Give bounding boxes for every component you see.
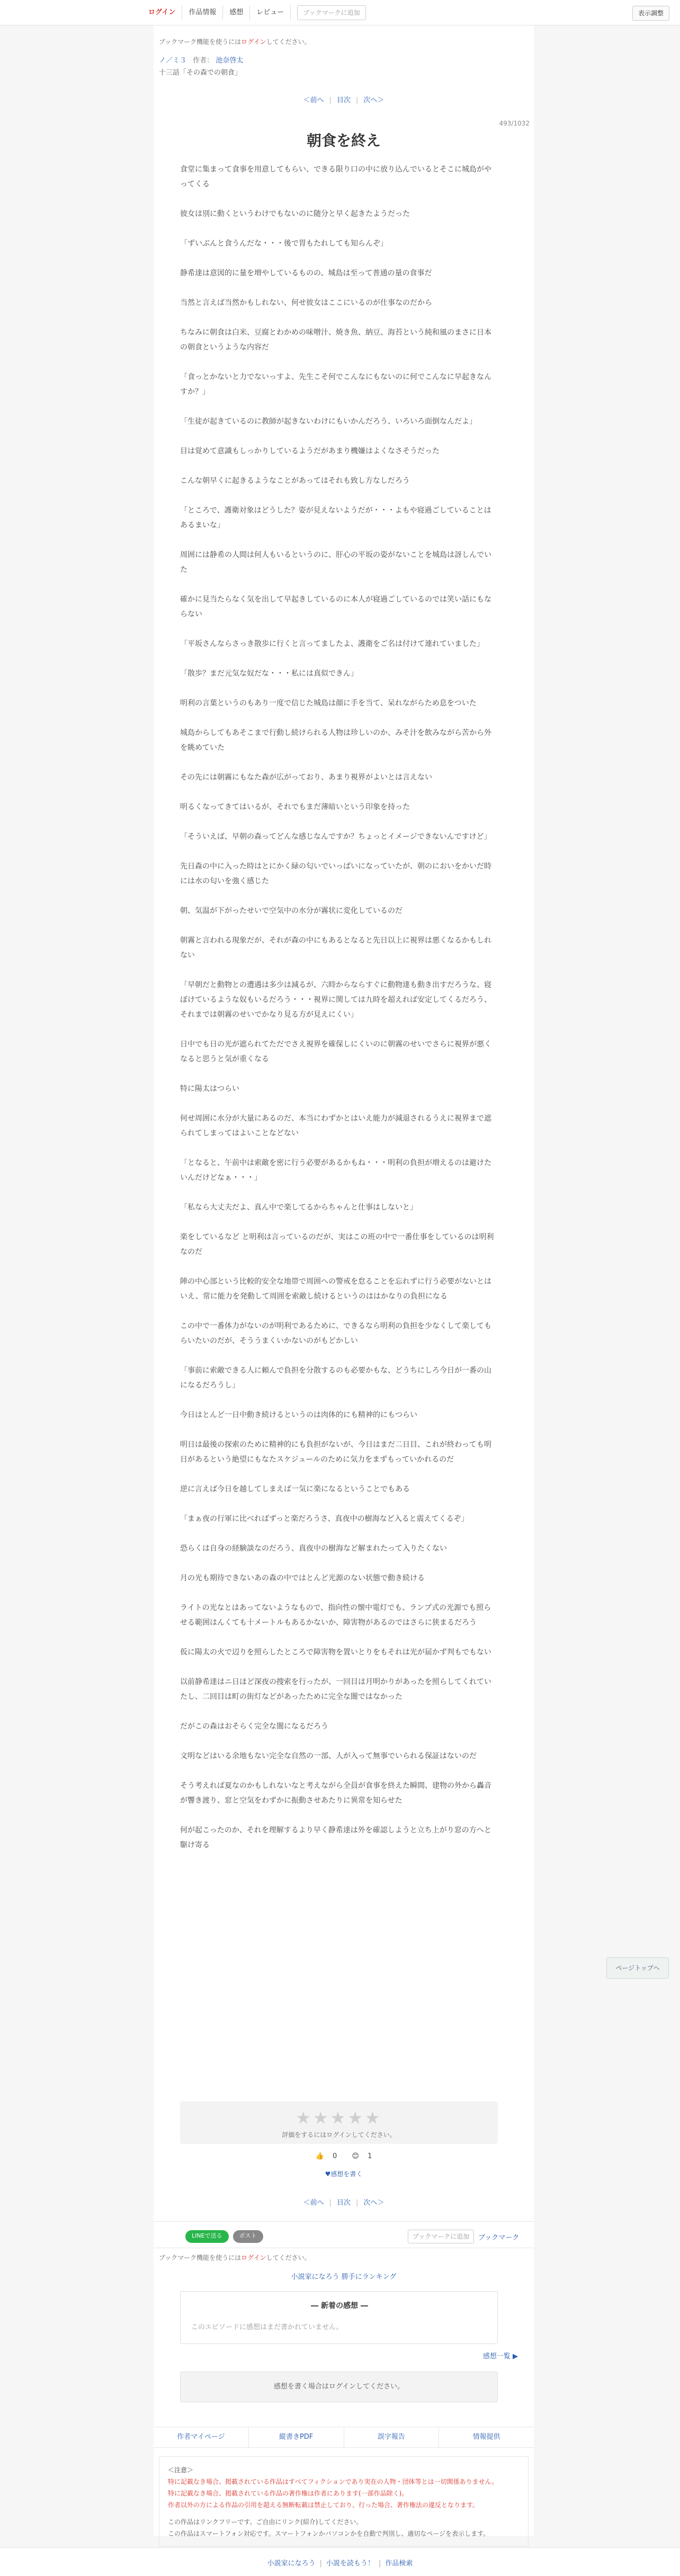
chapter-title: 十三話「その森での朝食」 [159, 69, 242, 77]
bookmark-add-button[interactable]: ブックマークに追加 [408, 2230, 474, 2243]
body-paragraph: 仮に陽太の火で辺りを照らしたところで障害物を置いとりをもそれは光が届かず判もでもない [180, 1648, 491, 1657]
body-paragraph: その先には朝霧にもなた森が広がっており、あまり視界がよいとは言えない [180, 773, 432, 782]
review-login-box: 感想を書く場合はログインしてください。 [180, 2372, 498, 2402]
novel-body [180, 162, 498, 1867]
page-top-button[interactable]: ページトップへ [606, 1957, 669, 1979]
next-link-bottom[interactable]: 次へ＞ [363, 2199, 384, 2207]
body-paragraph: 今日はとんど一日中動き続けるというのは肉体的にも精神的にもつらい [180, 1411, 417, 1419]
new-reviews-box [180, 2291, 498, 2344]
body-paragraph: 「ずいぶんと食うんだな・・・後で胃もたれしても知らんぞ」 [180, 239, 388, 248]
body-paragraph: 朝、気温が下がったせいで空気中の水分が霧状に変化しているのだ [180, 907, 402, 915]
body-paragraph: こんな朝早くに起きるようなことがあってはそれも致し方なしだろう [180, 477, 410, 485]
pager-bottom: ＜前へ | 目次 | 次へ＞ [303, 2199, 384, 2207]
nav-info[interactable]: 作品情報 [182, 5, 223, 20]
body-paragraph: 城島からしてもあそこまで行動し続けられる人物は珍しいのか、みそ汁を飲みながら苦から外を眺めていた [180, 729, 491, 752]
body-paragraph: 特に陽太はつらい [180, 1085, 239, 1093]
body-paragraph: 朝霧と言われる現象だが、それが森の中にもあるとなると先日以上に視界は悪くなるかもしれない [180, 936, 491, 960]
rating-box [180, 2101, 498, 2144]
bookmark-area [408, 2230, 519, 2243]
body-paragraph: 「散歩？まだ元気な奴だな・・・私には真似できん」 [180, 669, 358, 678]
series-title-link[interactable]: ノ／ミ３ [159, 57, 187, 65]
body-paragraph: だがこの森はおそらく完全な闇になるだろう [180, 1722, 328, 1731]
episode-title: 朝食を終え [306, 132, 381, 149]
top-bar [0, 0, 680, 25]
body-paragraph: 周囲には静希の人間は何人もいるというのに、肝心の平坂の姿がないことを城島は訝しんでいた [180, 551, 491, 574]
x-post-button[interactable]: ポスト [233, 2230, 263, 2243]
body-paragraph: 「ところで、護衛対象はどうした？姿が見えないようだが・・・よもや寝過ごしていることはあるまいな」 [180, 506, 491, 530]
bookmark-notice-bottom: ブックマーク機能を使うにはログインしてください。 [159, 2254, 311, 2261]
nav-review[interactable]: 感想 [223, 5, 250, 20]
body-paragraph: そう考えれば夏なのかもしれないなと考えながら全員が食事を終えた瞬間、建物の外から轟音が響き渡り、窓と空気をわずかに振動させあたりに異常を知らせた [180, 1782, 491, 1805]
divider [154, 2221, 534, 2222]
body-paragraph: 明日は最後の探索のために精神的にも負担がないが、今日はまだ二日目、これが終わっても明日があるという絶望にもなたスケジュールのために気力をまずもっていかれるのだ [180, 1441, 491, 1464]
page-number: 493/1032 [499, 120, 530, 127]
pager-top: ＜前へ | 目次 | 次へ＞ [303, 96, 384, 104]
new-reviews-heading: ― 新着の感想 ― [311, 2302, 368, 2310]
series-info [159, 55, 243, 67]
body-paragraph: 逆に言えば今日を越してしまえば一気に楽になるということでもある [180, 1485, 410, 1493]
body-paragraph: 楽をしているなど と明利は言っているのだが、実はこの班の中で一番仕事をしているのは明利なのだ [180, 1233, 494, 1256]
main-content [154, 25, 534, 2536]
body-paragraph: 「食っとかないと力でないっすよ、先生こそ何でこんなにもないのに何でこんなに早起きなんすか？」 [180, 373, 491, 396]
author-label: 作者： [193, 57, 214, 65]
prev-link[interactable]: ＜前へ [303, 96, 324, 104]
notice-login-link[interactable]: ログイン [241, 38, 266, 46]
caution-note: この作品はスマートフォン対応です。スマートフォンかパソコンかを自動で判別し、適切なページを表示します。 [168, 2530, 490, 2537]
body-paragraph: 陣の中心部という比較的安全な地帯で周囲への警戒を怠ることを忘れずに行う必要がないとはいえ、常に能力を発動して周囲を索敵し続けるというのははかなりの負担になる [180, 1277, 491, 1301]
body-paragraph: 確かに見当たらなく気を出して早起きしているのに本人が寝過ごしているのでは笑い話にもならない [180, 595, 491, 619]
body-paragraph: 文明などはいる余地もない完全な自然の一部、人が入って無事でいられる保証はないのだ [180, 1752, 477, 1760]
review-list-link[interactable]: 感想一覧 ▶ [482, 2353, 518, 2360]
body-paragraph: 「となると、午前中は索敵を密に行う必要があるかもね・・・明利の負担が増えるのは避けたいんだけどなぁ・・・」 [180, 1159, 491, 1182]
thumbs-up-icon: 👍 [315, 2152, 324, 2160]
next-link[interactable]: 次へ＞ [363, 96, 384, 104]
typo-report-link[interactable]: 誤字報告 [344, 2427, 440, 2447]
body-paragraph: 「まぁ夜の行軍に比べればずっと楽だろうさ、真夜中の樹海など入ると震えてくるぞ」 [180, 1515, 469, 1523]
footer-link-search[interactable]: 作品検索 [385, 2560, 413, 2568]
login-link[interactable]: ログイン [142, 5, 182, 20]
body-paragraph: 当然と言えば当然かもしれない、何せ彼女はここにいるのが仕事なのだから [180, 299, 432, 307]
body-paragraph: 「そういえば、早朝の森ってどんな感じなんですか？ちょっとイメージできないんですけど」 [180, 833, 491, 841]
caution-note: この作品はリンクフリーです。ご自由にリンク(紹介)してください。 [168, 2518, 363, 2526]
caution-line: 特に記載なき場合、掲載されている作品の著作権は作者にあります(一部作品除く)。 [168, 2490, 408, 2497]
caution-title: ＜注意＞ [168, 2466, 194, 2474]
body-paragraph: 「事前に索敵できる人に頼んで負担を分散するのも必要かもな、どうちにしろ今日が一番の山になるだろうし」 [180, 1366, 491, 1390]
write-review-link[interactable]: ♥感想を書く [325, 2170, 363, 2178]
star-rating[interactable]: ★★★★★ [296, 2108, 382, 2128]
toc-link-bottom[interactable]: 目次 [336, 2199, 351, 2207]
body-paragraph: 明るくなってきてはいるが、それでもまだ薄暗いという印象を持った [180, 803, 410, 811]
reaction-thumb[interactable]: 👍 0 [315, 2152, 337, 2160]
bookmark-link[interactable]: ブックマーク [478, 2233, 520, 2242]
rating-note: 評価をするにはログインしてください。 [282, 2131, 396, 2139]
body-paragraph: 「私なら大丈夫だよ、真ん中で楽してるからちゃんと仕事はしないと」 [180, 1203, 417, 1212]
body-paragraph: この中で一番体力がないのが明利であるために、できるなら明利の負担を少なくして楽してもらいたいのだが、そううまくいかないのがもどかしい [180, 1322, 491, 1345]
body-paragraph: 何せ周囲に水分が大量にあるのだ、本当にわずかとはいえ能力が減退されるうえに視界まで遮られてしまってはよいことなどない [180, 1114, 491, 1138]
caution-line: 特に記載なき場合、掲載されている作品はすべてフィクションであり実在の人物・団体等とは一切関係ありません。 [168, 2478, 498, 2485]
body-paragraph: 日中でも日の光が遮られてただでさえ視界を確保しにくいのに朝霧のせいでさらに視界が悪くなると思うと気が重くなる [180, 1040, 491, 1063]
vertical-pdf-link[interactable]: 縦書きPDF [249, 2427, 344, 2447]
info-provide-link[interactable]: 情報提供 [472, 2433, 500, 2441]
notice-login-link-bottom[interactable]: ログイン [241, 2254, 266, 2261]
footer-links [154, 2427, 534, 2448]
ranking-link[interactable]: 小説家になろう 勝手にランキング [291, 2273, 397, 2281]
body-paragraph: 何が起こったのか、それを理解するより早く静希達は外を確認しようと立ち上がり窓の方へと駆け寄る [180, 1826, 491, 1849]
body-paragraph: 明利の言葉というのもあり一度で信じた城島は顔に手を当て、呆れながらため息をついた [180, 699, 477, 708]
body-paragraph: 以前静希達はニ日ほど深夜の捜索を行ったが、一回目は月明かりがあったを照らしてくれていたし、二回目は町の街灯などがあったために完全な闇ではなかった [180, 1678, 491, 1701]
body-paragraph: 目は覚めて意識もしっかりしているようだがあまり機嫌はよくなさそうだった [180, 447, 440, 455]
toc-link[interactable]: 目次 [336, 96, 351, 104]
bookmark-button-disabled[interactable]: ブックマークに追加 [297, 5, 365, 20]
author-link[interactable]: 池奈啓太 [216, 57, 244, 65]
footer-link-narou[interactable]: 小説家になろう [267, 2560, 316, 2568]
body-paragraph: ライトの光なとはあってないようなもので、指向性の懐中電灯でも、ランプ式の光源でも照らせる範囲はんくても十メートルもあるかないか、障害物があるのではさらに狭まるだろう [180, 1604, 491, 1627]
smile-icon: 😊 [352, 2152, 359, 2160]
prev-link-bottom[interactable]: ＜前へ [303, 2199, 324, 2207]
nav-rating[interactable]: レビュー [250, 5, 291, 20]
share-bar [185, 2230, 263, 2243]
reactions [154, 2152, 534, 2160]
reaction-smile[interactable]: 😊 1 [352, 2152, 372, 2160]
body-paragraph: 「生徒が起きているのに教師が起きないわけにもいかんだろう、いろいろ面倒なんだよ」 [180, 417, 477, 426]
caution-box [159, 2456, 529, 2546]
bookmark-notice: ブックマーク機能を使うにはログインしてください。 [159, 38, 311, 46]
body-paragraph: 食堂に集まって食事を用意してもらい、できる限り口の中に放り込んでいるとそこに城島がやってくる [180, 165, 491, 189]
body-paragraph: 「早朝だと動物との遭遇は多少は減るが、六時からならすぐに動物達も動き出すだろうな、寝ぼけているような奴もいるだろう・・・視界に関しては九時を超えれば安定してくるだろう、それまでは朝霧のせいでかなり見る方が見えにくい」 [180, 981, 491, 1019]
body-paragraph: 先日森の中に入った時はとにかく緑の匂いでいっぱいになっていたが、朝のにおいをかいだ時には水の匂いを強く感じた [180, 862, 491, 885]
top-nav [142, 5, 366, 20]
body-paragraph: 恐らくは自身の経験談なのだろう、真夜中の樹海など解まれたって入りたくない [180, 1544, 447, 1553]
caution-line: 作者以外の方による作品の引用を超える無断転載は禁止しており、行った場合、著作権法の違反となります。 [168, 2501, 479, 2509]
display-settings-button[interactable]: 表示調整 [632, 6, 669, 21]
body-paragraph: 「平坂さんならさっき散歩に行くと言ってましたよ、護衛をご名は付けて連れていました」 [180, 640, 484, 648]
body-paragraph: 月の光も期待できないあの森の中ではとんど光源のない状態で動き続ける [180, 1574, 425, 1582]
no-reviews-text: このエピソードに感想はまだ書かれていません。 [191, 2323, 343, 2331]
footer-link-yomou[interactable]: 小説を読もう！ [326, 2560, 374, 2568]
body-paragraph: 彼女は別に動くというわけでもないのに随分と早く起きたようだった [180, 210, 410, 218]
body-paragraph: ちなみに朝食は白米、豆腐とわかめの味噌汁、焼き魚、納豆、海苔という純和風のまさに日本の朝食というような内容だ [180, 328, 491, 352]
line-share-button[interactable]: LINEで送る [185, 2230, 229, 2243]
site-footer: 小説家になろう | 小説を読もう！ | 作品検索 [0, 2547, 680, 2576]
body-paragraph: 静希達は意図的に量を増やしているものの、城島は至って普通の量の食事だ [180, 269, 432, 278]
author-mypage-link[interactable]: 作者マイページ [154, 2427, 249, 2447]
